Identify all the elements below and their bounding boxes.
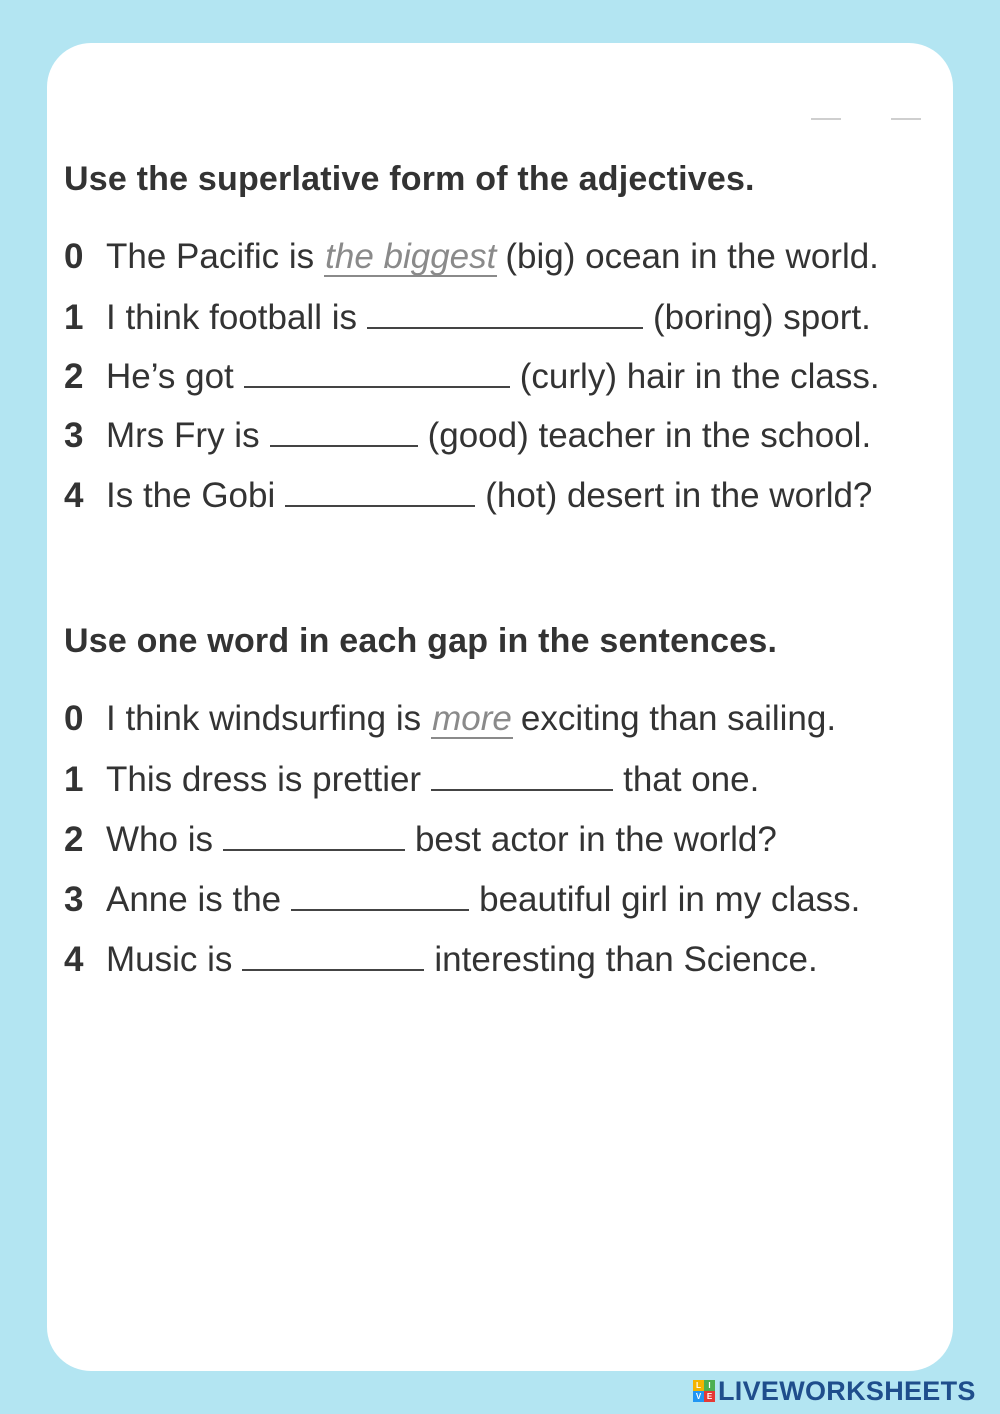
item-text-before: Music is bbox=[106, 940, 233, 979]
item-text-after: that one. bbox=[623, 760, 760, 799]
answer-blank[interactable] bbox=[270, 415, 418, 447]
item-text-after: beautiful girl in my class. bbox=[479, 880, 861, 919]
item-text-before: I think windsurfing is bbox=[106, 699, 422, 738]
answer-blank[interactable] bbox=[223, 819, 405, 851]
exercise-2-item-4 bbox=[64, 939, 818, 983]
icon-tile: E bbox=[704, 1391, 715, 1402]
exercise-1-item-4 bbox=[64, 475, 872, 519]
example-answer: the biggest bbox=[325, 237, 497, 276]
item-text-before: I think football is bbox=[106, 298, 357, 337]
icon-tile: I bbox=[704, 1380, 715, 1391]
item-number: 1 bbox=[64, 760, 84, 799]
item-text-after: interesting than Science. bbox=[434, 940, 818, 979]
exercise-2-item-2 bbox=[64, 819, 777, 863]
exercise-2-item-3 bbox=[64, 879, 860, 923]
exercise-2-item-1 bbox=[64, 759, 759, 803]
item-text-after: (good) teacher in the school. bbox=[427, 416, 872, 455]
item-text-before: This dress is prettier bbox=[106, 760, 422, 799]
item-number: 2 bbox=[64, 820, 84, 859]
item-number: 2 bbox=[64, 357, 84, 396]
item-number: 0 bbox=[64, 237, 84, 276]
exercise-2-item-0 bbox=[64, 699, 836, 743]
answer-blank[interactable] bbox=[291, 879, 469, 911]
item-text-before: Who is bbox=[106, 820, 213, 859]
item-text-after: (curly) hair in the class. bbox=[519, 357, 880, 396]
item-text-before: Is the Gobi bbox=[106, 476, 276, 515]
header-mark bbox=[891, 118, 921, 120]
header-marks bbox=[811, 118, 921, 121]
exercise-1-item-0 bbox=[64, 237, 879, 281]
item-text-after: (hot) desert in the world? bbox=[485, 476, 873, 515]
answer-blank[interactable] bbox=[285, 475, 475, 507]
exercise-1-item-3 bbox=[64, 415, 871, 459]
section-1-title: Use the superlative form of the adjectives. bbox=[64, 160, 755, 198]
answer-blank[interactable] bbox=[242, 939, 424, 971]
liveworksheets-logo bbox=[693, 1377, 976, 1405]
item-number: 0 bbox=[64, 699, 84, 738]
item-text-after: (big) ocean in the world. bbox=[505, 237, 879, 276]
answer-blank[interactable] bbox=[244, 356, 510, 388]
icon-tile: L bbox=[693, 1380, 704, 1391]
item-text-before: Mrs Fry is bbox=[106, 416, 260, 455]
example-answer: more bbox=[432, 699, 512, 738]
item-text-before: The Pacific is bbox=[106, 237, 315, 276]
section-2-title: Use one word in each gap in the sentences. bbox=[64, 622, 778, 660]
answer-blank[interactable] bbox=[367, 297, 643, 329]
exercise-1-item-1 bbox=[64, 297, 871, 341]
liveworksheets-icon bbox=[693, 1380, 715, 1402]
answer-blank[interactable] bbox=[431, 759, 613, 791]
item-text-after: exciting than sailing. bbox=[520, 699, 837, 738]
brand-name: LIVEWORKSHEETS bbox=[718, 1375, 976, 1406]
exercise-1-item-2 bbox=[64, 356, 880, 400]
item-number: 4 bbox=[64, 940, 84, 979]
header-mark bbox=[811, 118, 841, 120]
item-text-after: best actor in the world? bbox=[414, 820, 777, 859]
icon-tile: V bbox=[693, 1391, 704, 1402]
item-number: 3 bbox=[64, 416, 84, 455]
item-number: 1 bbox=[64, 298, 84, 337]
item-text-before: Anne is the bbox=[106, 880, 282, 919]
item-text-before: He’s got bbox=[106, 357, 234, 396]
item-number: 3 bbox=[64, 880, 84, 919]
item-text-after: (boring) sport. bbox=[652, 298, 871, 337]
item-number: 4 bbox=[64, 476, 84, 515]
